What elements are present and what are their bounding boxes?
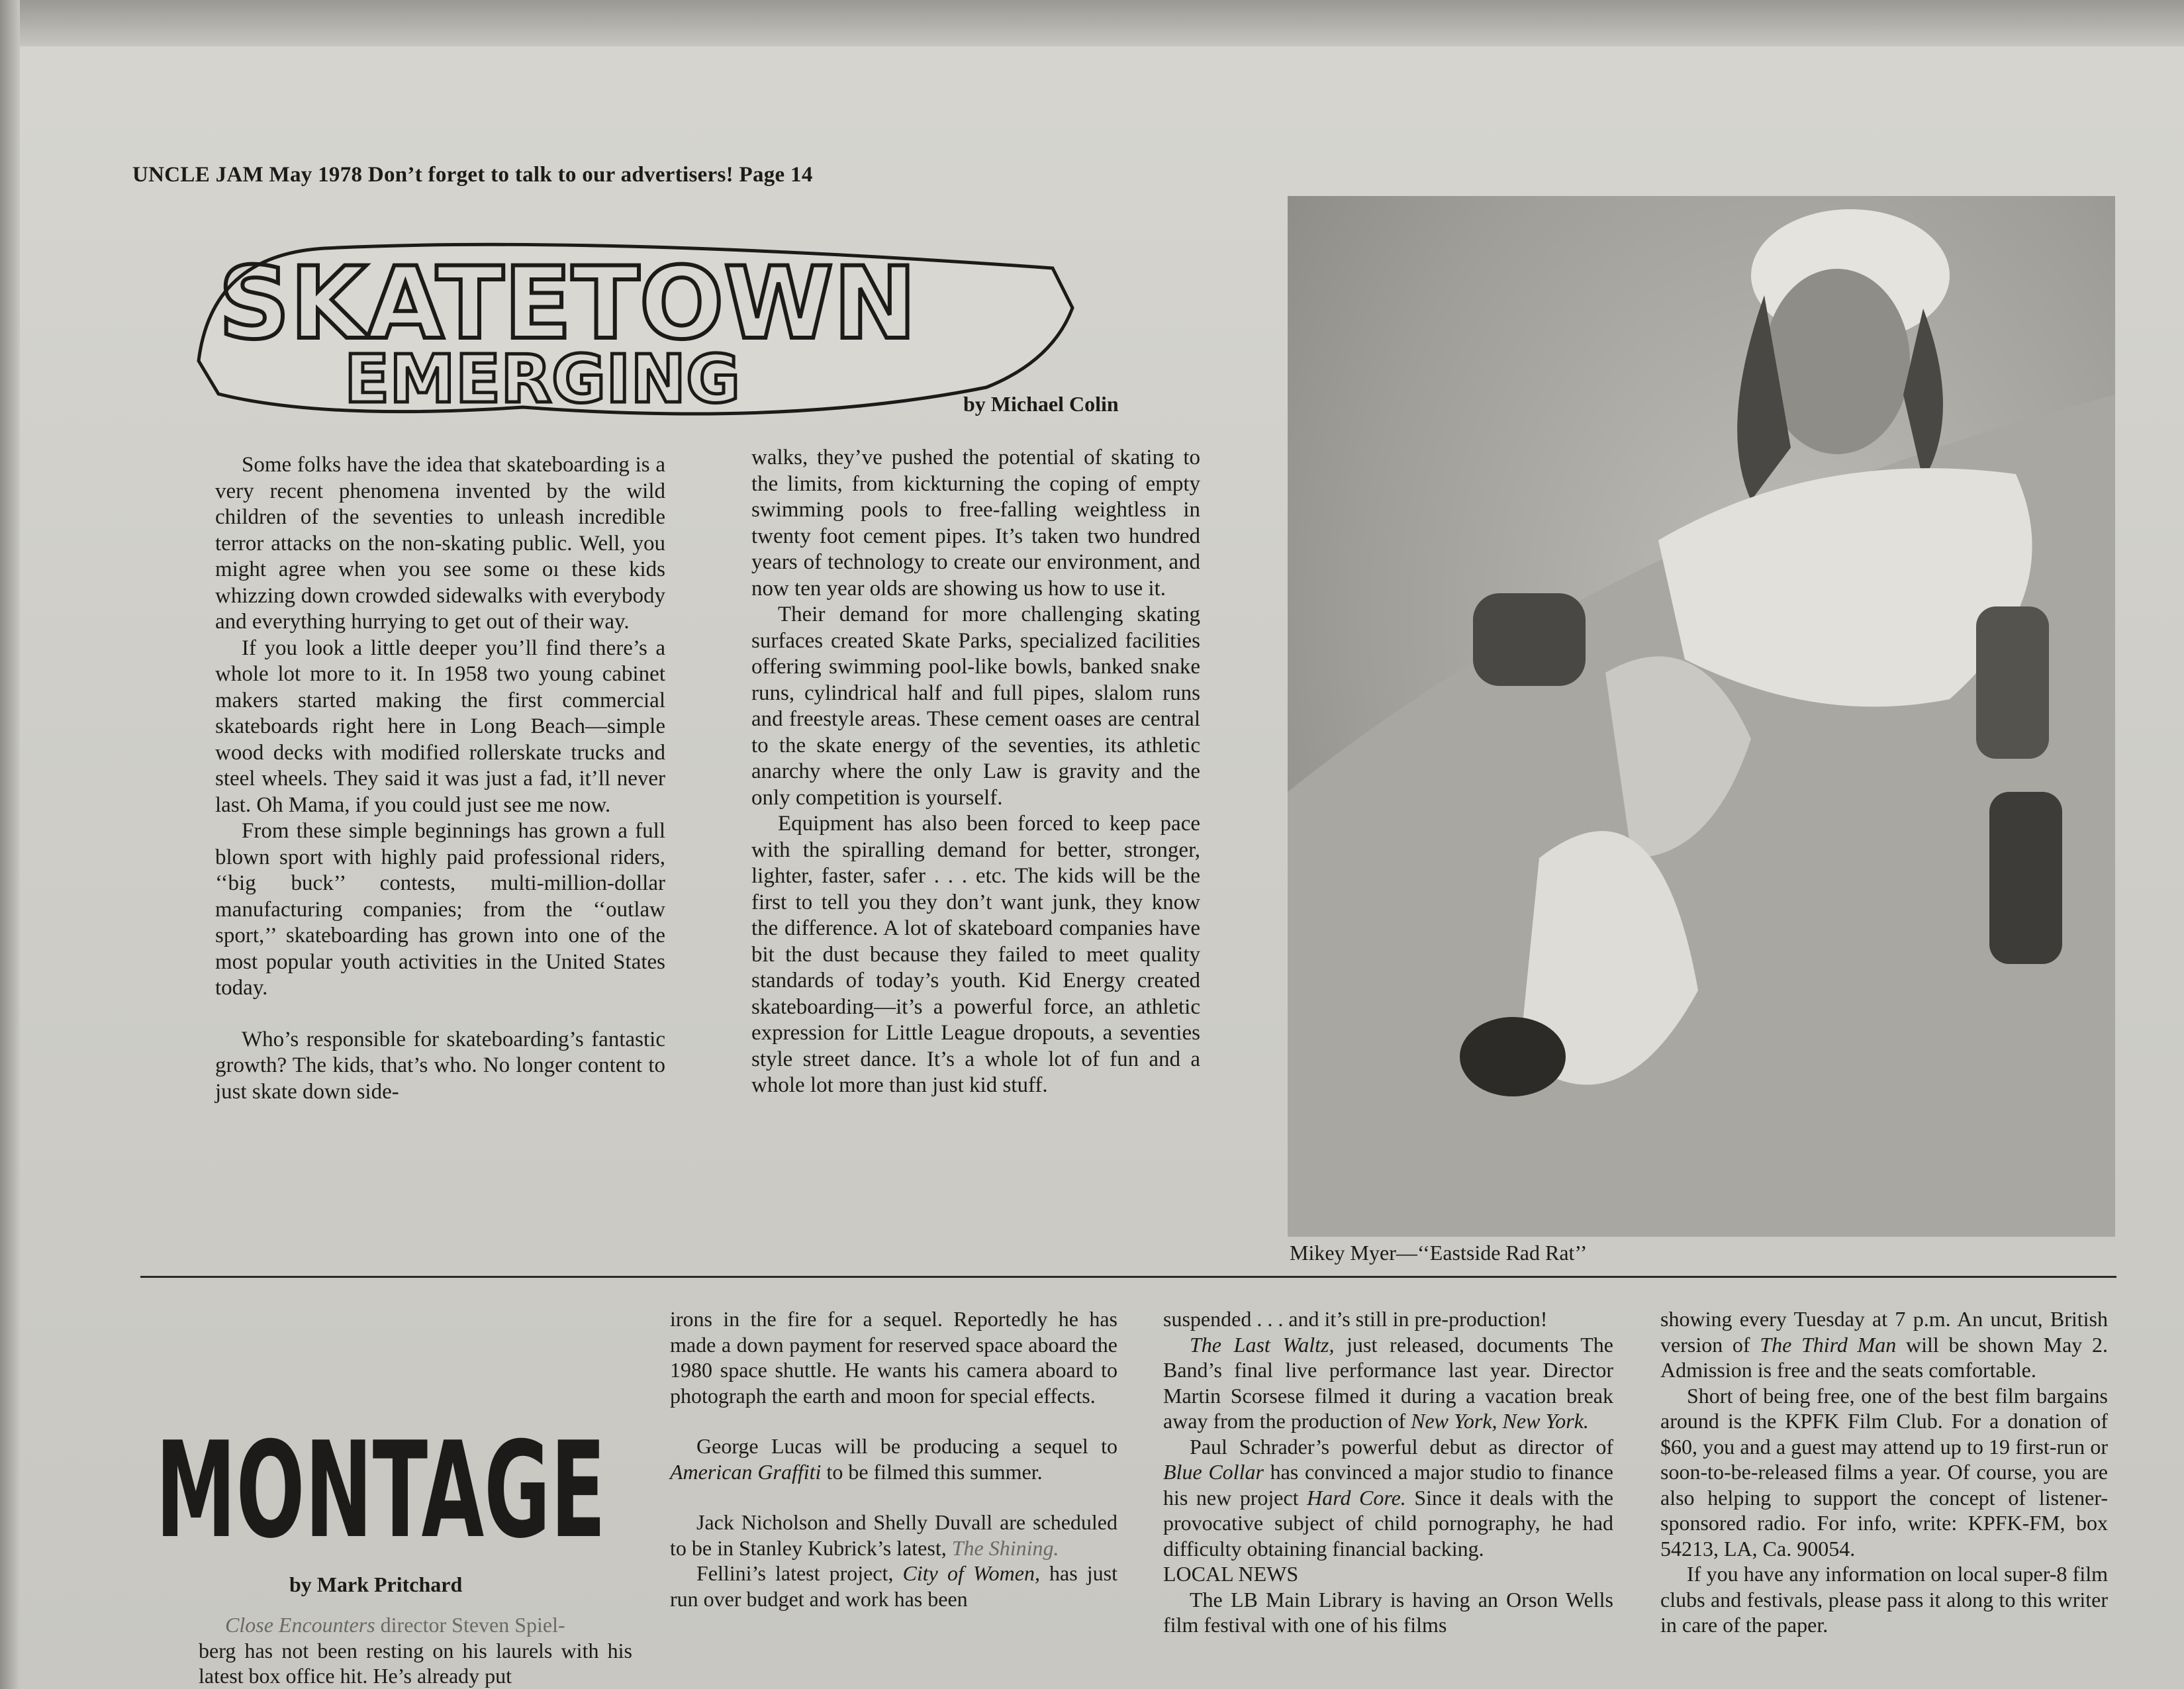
montage-column-3	[1163, 1306, 1613, 1638]
skate-paragraph-continued: walks, they’ve pushed the potential of skating to the limits, from kickturning the coping of empty swimming pools to free-falling weightless in twenty foot cement pipes. It’s taken two hundred years of technology to create our environment, and now ten year olds are showing us how to use it.	[751, 446, 1200, 601]
montage-column-2	[670, 1306, 1117, 1612]
text-run: George Lucas will be producing a sequel to	[696, 1434, 1117, 1458]
wrist-guard	[1989, 792, 2062, 964]
text-run: director Steven Spiel-	[375, 1613, 565, 1637]
film-title: Blue Collar	[1163, 1460, 1264, 1484]
top-edge-shadow	[0, 0, 2184, 46]
title-line1: SKATETOWN	[218, 246, 917, 362]
skateboarder-illustration	[1288, 196, 2115, 1237]
text-run: Paul Schrader’s powerful debut as director of	[1190, 1434, 1613, 1459]
skate-paragraph: From these simple beginnings has grown a full blown sport with highly paid professional riders, ‘‘big buck’’ contests, multi-million-dollar manufacturing companies; from the ‘‘outlaw sport,’’ skateboarding has grown into one of the most popular youth activities in the United States today.	[215, 819, 665, 1000]
text-run: Fellini’s latest project,	[696, 1561, 903, 1585]
shirt	[1658, 468, 2032, 706]
text-run: Since it deals with the provocative subject of child pornography, he had difficulty obtaining financial backing.	[1163, 1485, 1614, 1561]
text-run: will be shown May 2. Admission is free and the seats comfortable.	[1660, 1332, 2108, 1382]
montage-paragraph: The LB Main Library is having an Orson Wells film festival with one of his films	[1163, 1587, 1613, 1637]
film-title: New York, New York.	[1411, 1409, 1589, 1433]
montage-paragraph: berg has not been resting on his laurels with his latest box office hit. He’s already put	[199, 1638, 632, 1688]
film-title: American Graffiti	[670, 1459, 822, 1484]
skate-paragraph: Their demand for more challenging skating surfaces created Skate Parks, specialized facilities offering swimming pool-like bowls, banked snake runs, cylindrical half and full pipes, slalom runs and freestyle areas. These cement oases are central to the skate energy of the seventies, its athletic anarchy where the only Law is gravity and the only competition is yourself.	[751, 603, 1200, 810]
montage-paragraph: irons in the fire for a sequel. Reportedly he has made a down payment for reserved space aboard the 1980 space shuttle. He wants his camera aboard to photograph the earth and moon for special effects.	[670, 1307, 1117, 1408]
montage-paragraph: If you have any information on local super-8 film clubs and festivals, please pass it along to this writer in care of the paper.	[1660, 1562, 2108, 1637]
title-line2: EMERGING	[344, 340, 741, 418]
skateboarder-photo	[1288, 196, 2115, 1237]
montage-column-4	[1660, 1306, 2108, 1638]
photo-caption: Mikey Myer—‘‘Eastside Rad Rat’’	[1290, 1241, 1588, 1265]
montage-paragraph: Short of being free, one of the best film bargains around is the KPFK Film Club. For a donation of $60, you and a guest may attend up to 19 first-run or soon-to-be-released films a year. Of course, you are also helping to support the concept of listener-sponsored radio. For info, write: KPFK-FM, box 54213, LA, Ca. 90054.	[1660, 1383, 2108, 1561]
left-edge-shadow	[0, 0, 20, 1689]
local-news-heading: LOCAL NEWS	[1163, 1562, 1299, 1586]
skate-paragraph: Some folks have the idea that skateboarding is a very recent phenomena invented by the wild children of the seventies to unleash incredible terror attacks on the non-skating public. Well, you might agree when you see some oı these kids whizzing down crowded sidewalks with everybody and everything hurrying to get out of their way.	[215, 453, 665, 634]
section-divider	[140, 1276, 2116, 1278]
montage-logo-text: MONTAGE	[156, 1427, 606, 1546]
montage-byline: by Mark Pritchard	[289, 1572, 463, 1596]
film-title: The Shining.	[951, 1535, 1059, 1560]
text-run: has convinced a major studio to finance his new project	[1163, 1460, 1613, 1510]
arm-pad	[1976, 606, 2049, 759]
skate-column-1	[215, 452, 665, 1105]
film-title: The Last Waltz,	[1190, 1332, 1335, 1357]
film-title: City of Women,	[902, 1561, 1040, 1585]
film-title: Close Encounters	[225, 1613, 375, 1637]
wheel	[1460, 1017, 1566, 1096]
text-run: Jack Nicholson and Shelly Duvall are scheduled to be in Stanley Kubrick’s latest,	[670, 1510, 1117, 1560]
skate-paragraph: Equipment has also been forced to keep pace with the spiralling demand for better, stronger, lighter, faster, safer . . . etc. The kids will be the first to tell you they don’t want junk, they know the difference. A lot of skateboard companies have bit the dust because they failed to meet quality standards of today’s youth. Kid Energy created skateboarding—it’s a powerful force, an athletic expression for Little League dropouts, a seventies style street dance. It’s a whole lot of fun and a whole lot more than just kid stuff.	[751, 812, 1200, 1097]
elbow-pad	[1473, 593, 1586, 686]
page-header: UNCLE JAM May 1978 Don’t forget to talk to our advertisers! Page 14	[132, 163, 813, 187]
film-title: Hard Core.	[1307, 1485, 1406, 1510]
skate-byline: by Michael Colin	[963, 392, 1119, 416]
skate-column-2	[751, 445, 1200, 1099]
montage-title-logo	[156, 1427, 609, 1546]
skatetown-title-logo	[192, 228, 1079, 427]
film-title: The Third Man	[1760, 1332, 1897, 1357]
skate-paragraph: If you look a little deeper you’ll find there’s a whole lot more to it. In 1958 two young cabinet makers started making the first commercial skateboards right here in Long Beach—simple wood decks with modified rollerskate trucks and steel wheels. They said it was just a fad, it’ll never last. Oh Mama, if you could just see me now.	[215, 636, 665, 817]
text-run: showing every Tuesday at 7 p.m. An uncut, British version of	[1660, 1307, 2108, 1357]
text-run: to be filmed this summer.	[821, 1459, 1043, 1484]
text-run: just released, documents The Band’s final live performance last year. Director Martin Scorsese filmed it during a vacation break away from the production of	[1163, 1332, 1614, 1433]
skate-paragraph: Who’s responsible for skateboarding’s fantastic growth? The kids, that’s who. No longer content to just skate down side-	[215, 1027, 665, 1104]
montage-column-1	[199, 1612, 632, 1689]
text-run: has just run over budget and work has been	[670, 1561, 1118, 1611]
montage-paragraph: suspended . . . and it’s still in pre-production!	[1163, 1307, 1548, 1331]
